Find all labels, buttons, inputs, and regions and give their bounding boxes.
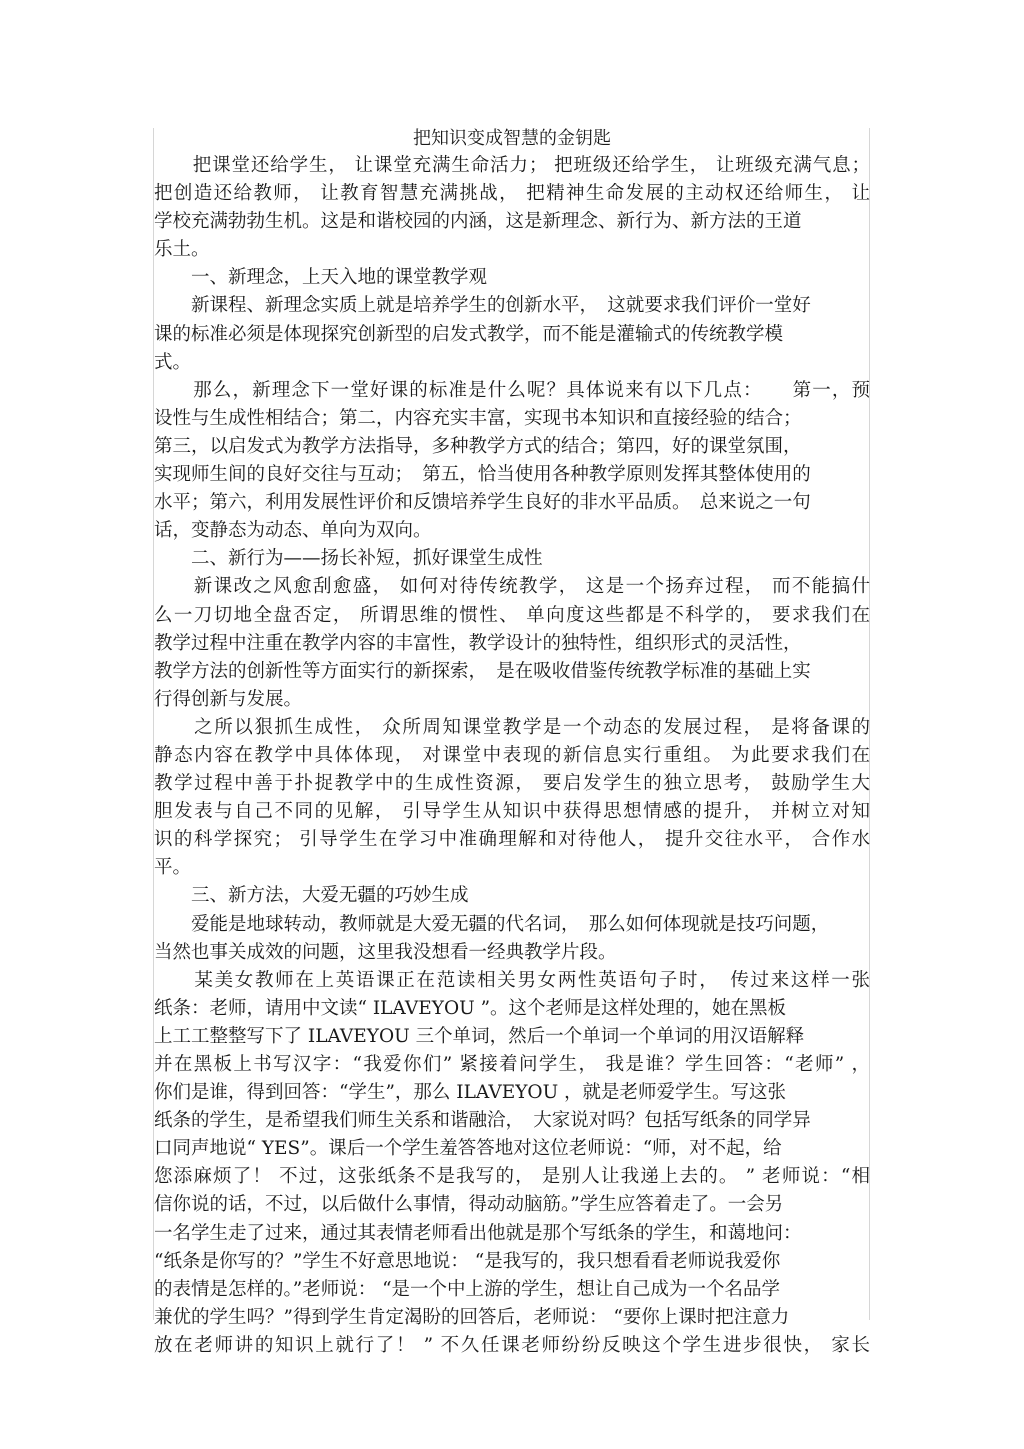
document-body — [154, 125, 870, 1360]
text-line: 当然也事关成效的问题，这里我没想看一经典教学片段。 — [154, 941, 617, 963]
text-line: 第三，以启发式为教学方法指导，多种教学方式的结合；第四，好的课堂氛围， — [154, 435, 802, 457]
text-line: 式。 — [154, 351, 192, 373]
text-line: 信你说的话，不过，以后做什么事情，得动动脑筋。”学生应答着走了。一会另 — [154, 1194, 784, 1216]
text-line: 课的标准必须是体现探究创新型的启发式教学，而不能是灌输式的传统教学模 — [154, 323, 784, 345]
text-line: 上工工整整写下了 ILAVEYOU 三个单词，然后一个单词一个单词的用汉语解释 — [154, 1025, 805, 1047]
text-line: 平。 — [154, 857, 192, 879]
text-line: 爱能是地球转动，教师就是大爱无疆的代名词， 那么如何体现就是技巧问题， — [154, 913, 830, 935]
text-line: 把创造还给教师， 让教育智慧充满挑战， 把精神生命发展的主动权还给师生， 让 — [154, 183, 870, 205]
text-line: 教学过程中善于扑捉教学中的生成性资源， 要启发学生的独立思考， 鼓励学生大 — [154, 773, 870, 795]
text-line: 识的科学探究； 引导学生在学习中准确理解和对待他人， 提升交往水平， 合作水 — [154, 829, 870, 851]
text-line: 胆发表与自己不同的见解， 引导学生从知识中获得思想情感的提升， 并树立对知 — [154, 801, 870, 823]
text-line: 的表情是怎样的。”老师说： “是一个中上游的学生，想让自己成为一个名品学 — [154, 1278, 781, 1300]
text-line: 之所以狠抓生成性， 众所周知课堂教学是一个动态的发展过程， 是将备课的 — [154, 716, 870, 738]
document-title: 把知识变成智慧的金钥匙 — [413, 128, 611, 149]
text-line: 二、新行为——扬长补短，抓好课堂生成性 — [154, 548, 543, 570]
text-line: 设性与生成性相结合；第二，内容充实丰富，实现书本知识和直接经验的结合； — [154, 407, 802, 429]
text-line: 纸条：老师，请用中文读“ ILAVEYOU ”。这个老师是这样处理的，她在黑板 — [154, 997, 787, 1019]
text-line: 学校充满勃勃生机。这是和谐校园的内涵，这是新理念、新行为、新方法的王道 — [154, 211, 802, 233]
text-line: 新课改之风愈刮愈盛， 如何对待传统教学， 这是一个扬弃过程， 而不能搞什 — [154, 576, 870, 598]
text-line: 某美女教师在上英语课正在范读相关男女两性英语句子时， 传过来这样一张 — [154, 969, 870, 991]
text-line: 口同声地说“ YES”。课后一个学生羞答答地对这位老师说：“师，对不起，给 — [154, 1138, 782, 1160]
text-line: 一名学生走了过来，通过其表情老师看出他就是那个写纸条的学生，和蔼地问： — [154, 1222, 802, 1244]
text-line: 教学方法的创新性等方面实行的新探索， 是在吸收借鉴传统教学标准的基础上实 — [154, 660, 811, 682]
text-line: 乐土。 — [154, 239, 210, 261]
text-line: 那么，新理念下一堂好课的标准是什么呢？具体说来有以下几点： 第一，预 — [154, 379, 870, 401]
text-line: 一、新理念，上天入地的课堂教学观 — [154, 267, 488, 289]
text-line: 实现师生间的良好交往与互动； 第五，恰当使用各种教学原则发挥其整体使用的 — [154, 464, 811, 486]
text-line: 新课程、新理念实质上就是培养学生的创新水平， 这就要求我们评价一堂好 — [154, 295, 811, 317]
text-line: “纸条是你写的？”学生不好意思地说： “是我写的，我只想看看老师说我爱你 — [154, 1250, 781, 1272]
text-line: 您添麻烦了！ 不过，这张纸条不是我写的， 是别人让我递上去的。 ” 老师说：“相 — [154, 1166, 870, 1188]
text-line: 么一刀切地全盘否定， 所谓思维的惯性、 单向度这些都是不科学的， 要求我们在 — [154, 604, 870, 626]
text-line: 三、新方法，大爱无疆的巧妙生成 — [154, 885, 469, 907]
text-line: 并在黑板上书写汉字：“我爱你们” 紧接着问学生， 我是谁？学生回答：“老师” ， — [154, 1054, 870, 1075]
text-line: 你们是谁，得到回答：“学生”，那么 ILAVEYOU ，就是老师爱学生。写这张 — [154, 1082, 787, 1104]
text-line: 纸条的学生，是希望我们师生关系和谐融洽， 大家说对吗？包括写纸条的同学异 — [154, 1110, 811, 1132]
text-line: 教学过程中注重在教学内容的丰富性，教学设计的独特性，组织形式的灵活性， — [154, 632, 802, 654]
text-line: 兼优的学生吗？”得到学生肯定渴盼的回答后，老师说： “要你上课时把注意力 — [154, 1306, 790, 1328]
text-line: 话，变静态为动态、单向为双向。 — [154, 520, 432, 542]
text-lines — [154, 152, 870, 1360]
text-line: 放在老师讲的知识上就行了！ ” 不久任课老师纷纷反映这个学生进步很快， 家长 — [154, 1334, 870, 1356]
text-line: 行得创新与发展。 — [154, 688, 303, 710]
text-line: 水平；第六，利用发展性评价和反馈培养学生良好的非水平品质。 总来说之一句 — [154, 492, 811, 514]
text-line: 静态内容在教学中具体体现， 对课堂中表现的新信息实行重组。 为此要求我们在 — [154, 744, 870, 766]
text-line: 把课堂还给学生， 让课堂充满生命活力； 把班级还给学生， 让班级充满气息； — [154, 155, 870, 176]
